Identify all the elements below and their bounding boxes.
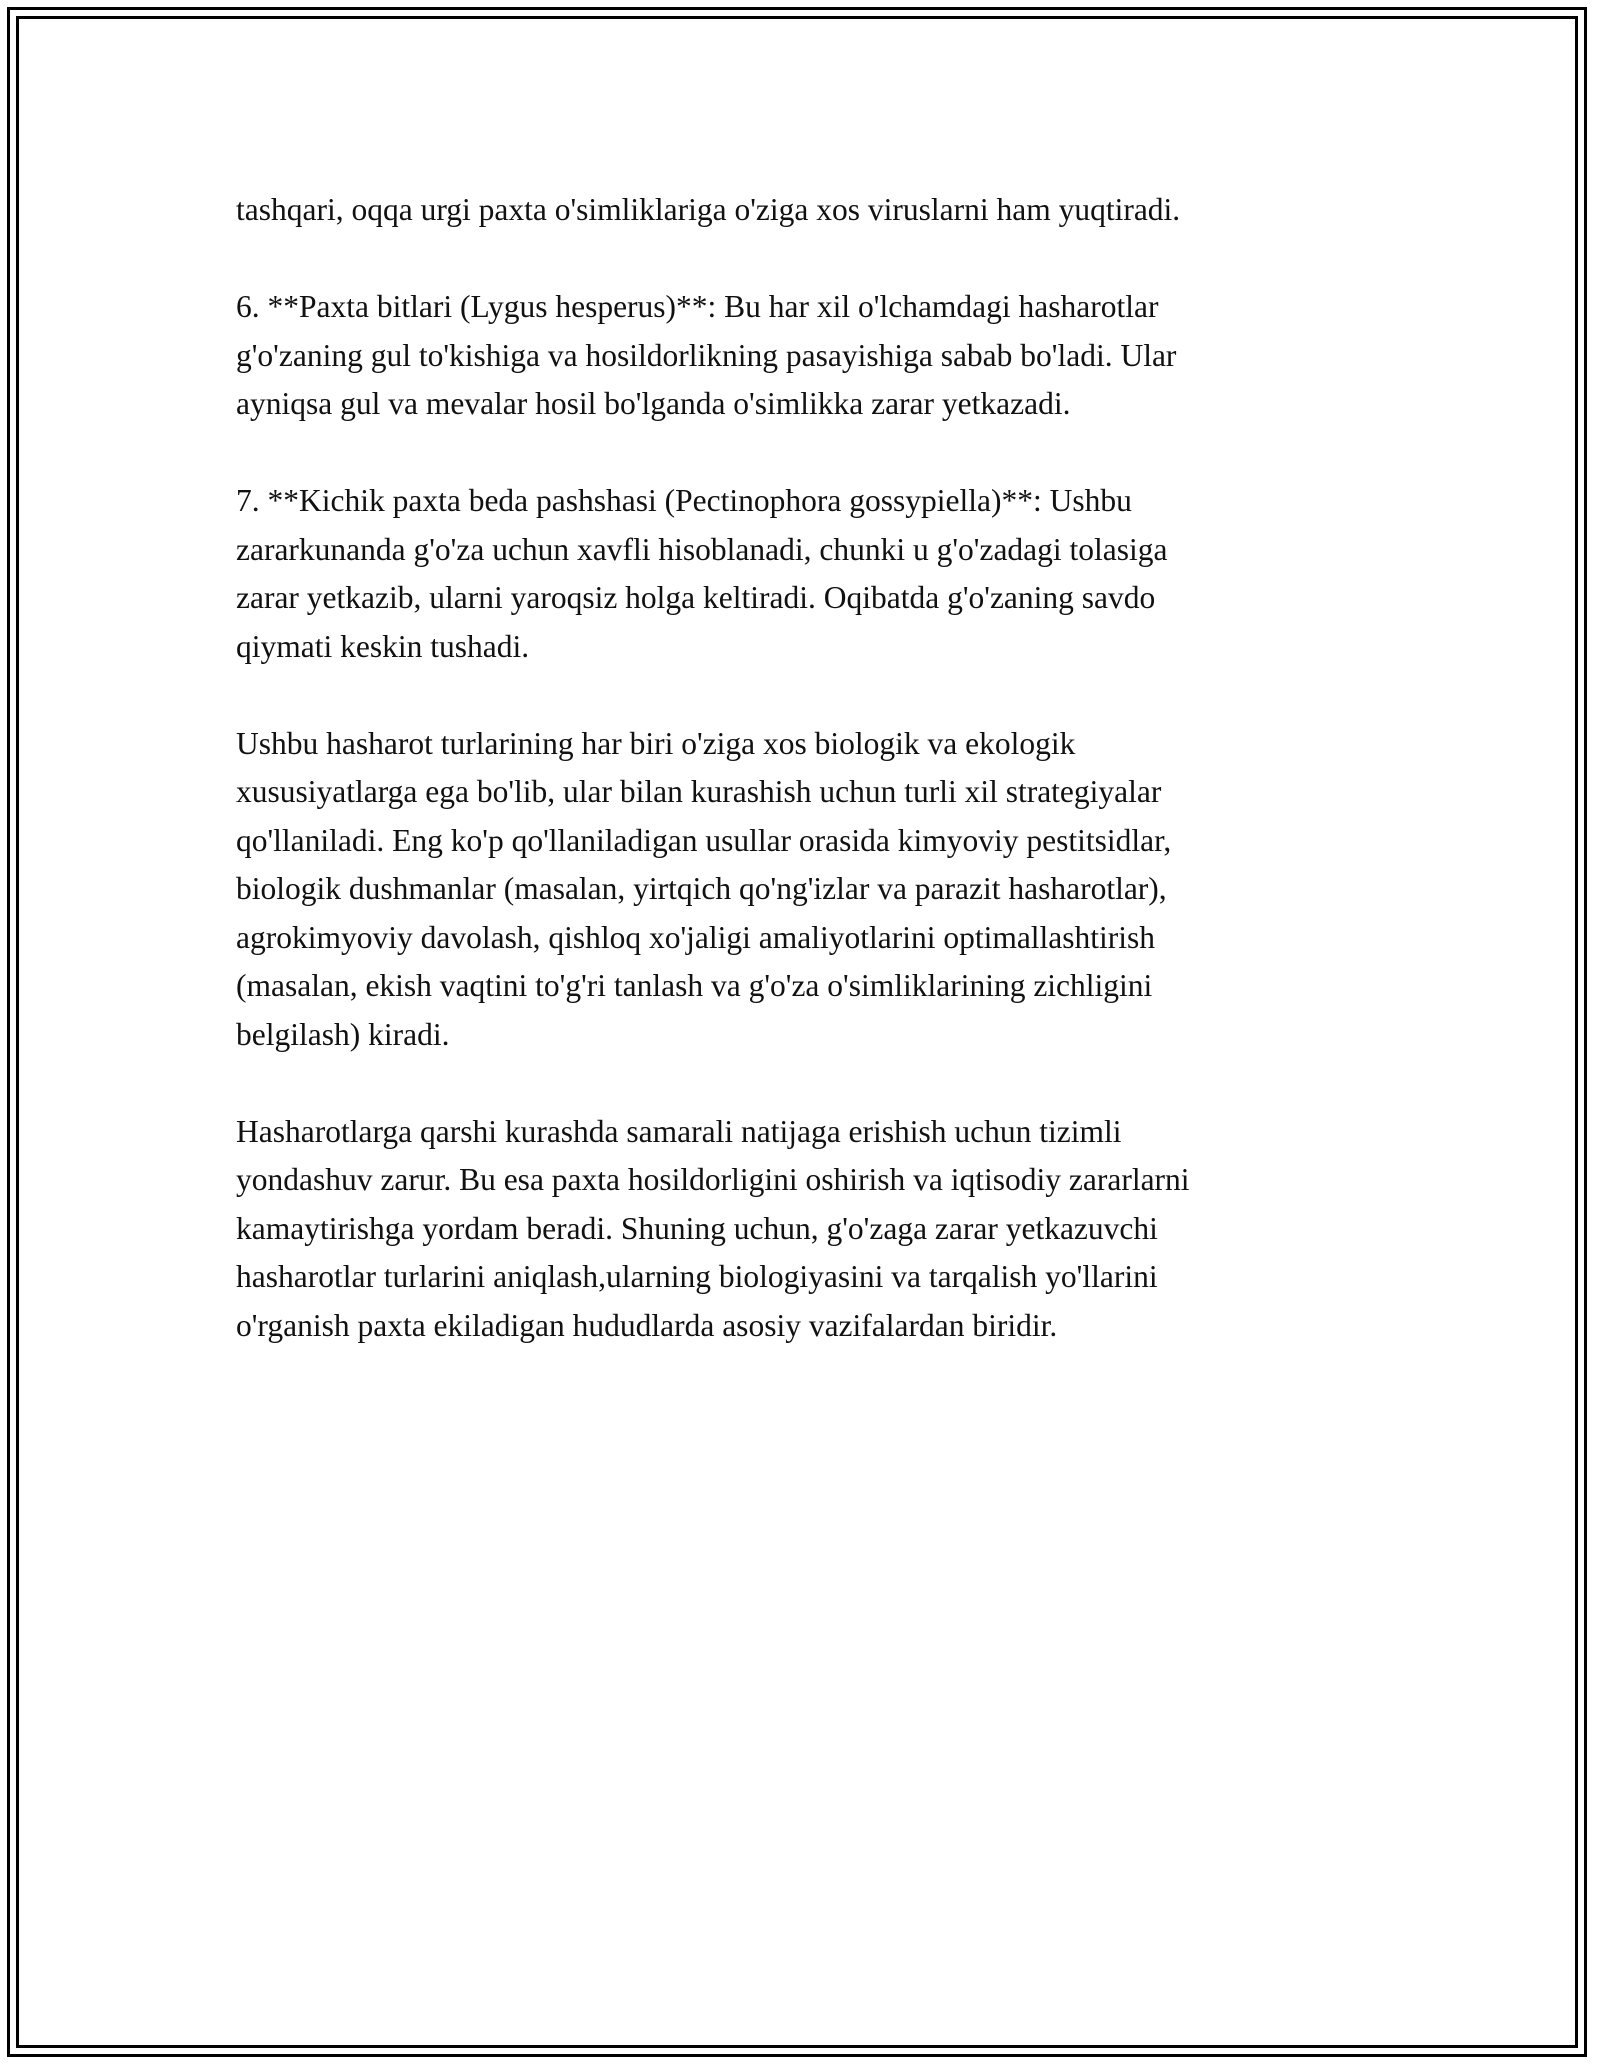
paragraph-control-strategies: Ushbu hasharot turlarining har biri o'ziga xos biologik va ekologik xususiyatlarga ega bo'lib, ular bilan kurashish uchun turli xil strategiyalar qo'llaniladi. Eng ko'p qo'llaniladigan usullar orasida kimyoviy pestitsidlar, biologik dushmanlar (masalan, yirtqich qo'ng'izlar va parazit hasharotlar), agrokimyoviy davolash, qishloq xo'jaligi amaliyotlarini optimallashtirish (masalan, ekish vaqtini to'g'ri tanlash va g'o'za o'simliklarining zichligini belgilash) kiradi. xyxy=(236,725,1172,1052)
paragraph-continuation: tashqari, oqqa urgi paxta o'simliklariga o'ziga xos viruslarni ham yuqtiradi. xyxy=(236,192,1181,227)
paragraph-item-7-kichik-paxta-beda-pashshasi: 7. **Kichik paxta beda pashshasi (Pectinophora gossypiella)**: Ushbu zararkunanda g'o'za uchun xavfli hisoblanadi, chunki u g'o'zadagi tolasiga zarar yetkazib, ularni yaroqsiz holga keltiradi. Oqibatda g'o'zaning savdo qiymati keskin tushadi. xyxy=(236,483,1168,664)
paragraph-item-6-paxta-bitlari: 6. **Paxta bitlari (Lygus hesperus)**: Bu har xil o'lchamdagi hasharotlar g'o'zaning gul to'kishiga va hosildorlikning pasayishiga sabab bo'ladi. Ular ayniqsa gul va mevalar hosil bo'lganda o'simlikka zarar yetkazadi. xyxy=(236,289,1177,421)
document-body xyxy=(236,186,1366,1350)
paragraph-conclusion: Hasharotlarga qarshi kurashda samarali natijaga erishish uchun tizimli yondashuv zarur. Bu esa paxta hosildorligini oshirish va iqtisodiy zararlarni kamaytirishga yordam beradi. Shuning uchun, g'o'zaga zarar yetkazuvchi hasharotlar turlarini aniqlash,ularning biologiyasini va tarqalish yo'llarini o'rganish paxta ekiladigan hududlarda asosiy vazifalardan biridir. xyxy=(236,1113,1190,1343)
